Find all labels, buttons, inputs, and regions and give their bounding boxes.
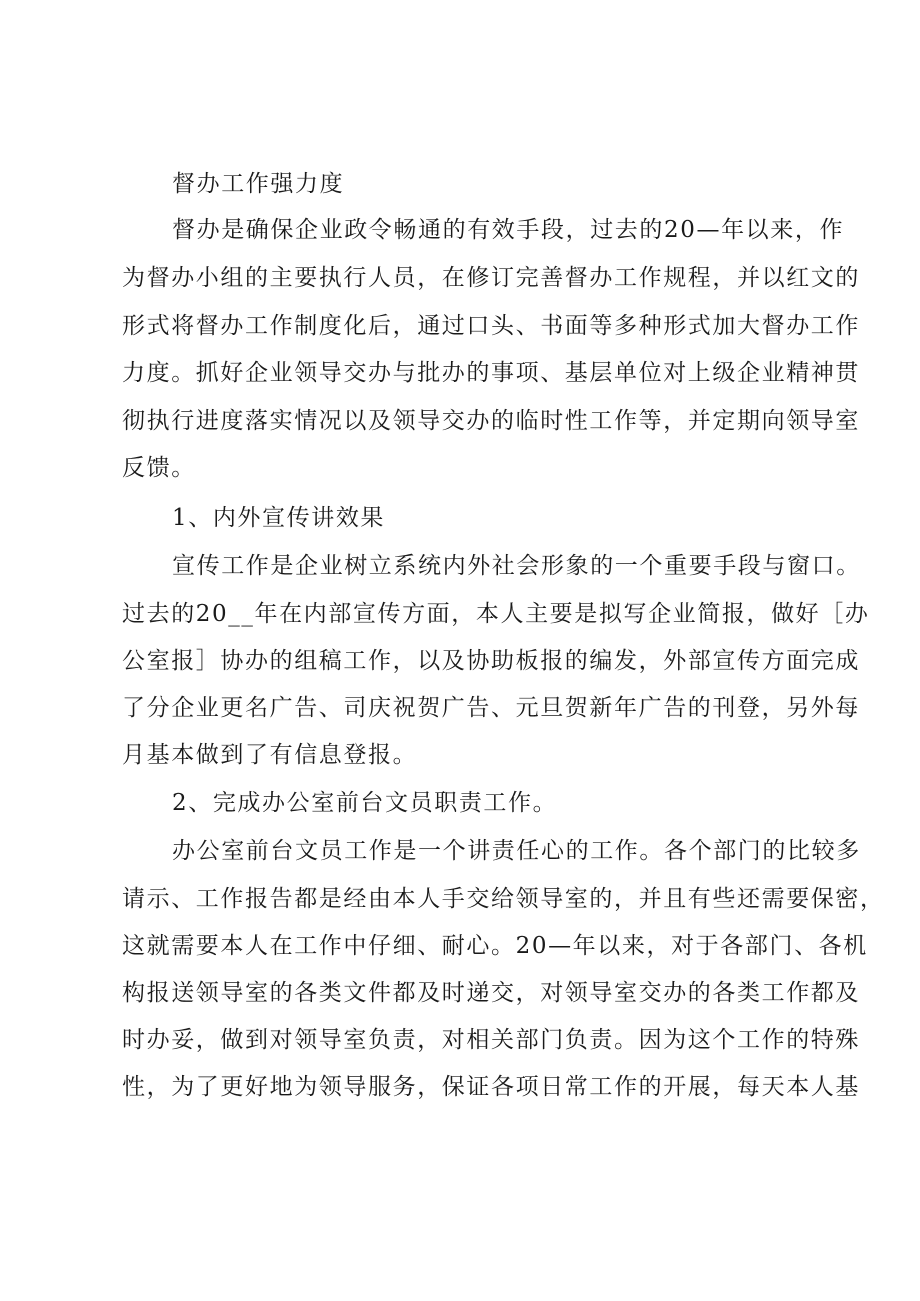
paragraph-line: 了分企业更名广告、司庆祝贺广告、元旦贺新年广告的刊登，另外每 [122,695,860,721]
paragraph-line: 彻执行进度落实情况以及领导交办的临时性工作等，并定期向领导室 [122,408,860,434]
paragraph-line: 时办妥，做到对领导室负责，对相关部门负责。因为这个工作的特殊 [122,1027,860,1053]
paragraph-line: 形式将督办工作制度化后，通过口头、书面等多种形式加大督办工作 [122,313,860,339]
paragraph-line: 宣传工作是企业树立系统内外社会形象的一个重要手段与窗口。 [172,553,861,579]
heading-supervision: 督办工作强力度 [172,171,345,197]
paragraph-line: 督办是确保企业政令畅通的有效手段，过去的20—年以来，作 [172,217,845,243]
heading-publicity: 1、内外宣传讲效果 [172,505,386,531]
paragraph-line: 这就需要本人在工作中仔细、耐心。20—年以来，对于各部门、各机 [122,933,868,959]
paragraph-line: 为督办小组的主要执行人员，在修订完善督办工作规程，并以红文的 [122,265,860,291]
paragraph-line: 公室报］协办的组稿工作，以及协助板报的编发，外部宣传方面完成 [122,648,860,674]
paragraph-line: 办公室前台文员工作是一个讲责任心的工作。各个部门的比较多 [172,838,861,864]
paragraph-line: 月基本做到了有信息登报。 [122,742,418,768]
paragraph-line: 力度。抓好企业领导交办与批办的事项、基层单位对上级企业精神贯 [122,360,860,386]
paragraph-line: 反馈。 [122,455,196,481]
paragraph-line: 请示、工作报告都是经由本人手交给领导室的，并且有些还需要保密， [122,886,885,912]
heading-front-desk: 2、完成办公室前台文员职责工作。 [172,790,558,816]
paragraph-line: 过去的20__年在内部宣传方面，本人主要是拟写企业简报，做好［办 [122,601,870,627]
paragraph-line: 构报送领导室的各类文件都及时递交，对领导室交办的各类工作都及 [122,980,860,1006]
paragraph-line: 性，为了更好地为领导服务，保证各项日常工作的开展，每天本人基 [122,1074,860,1100]
